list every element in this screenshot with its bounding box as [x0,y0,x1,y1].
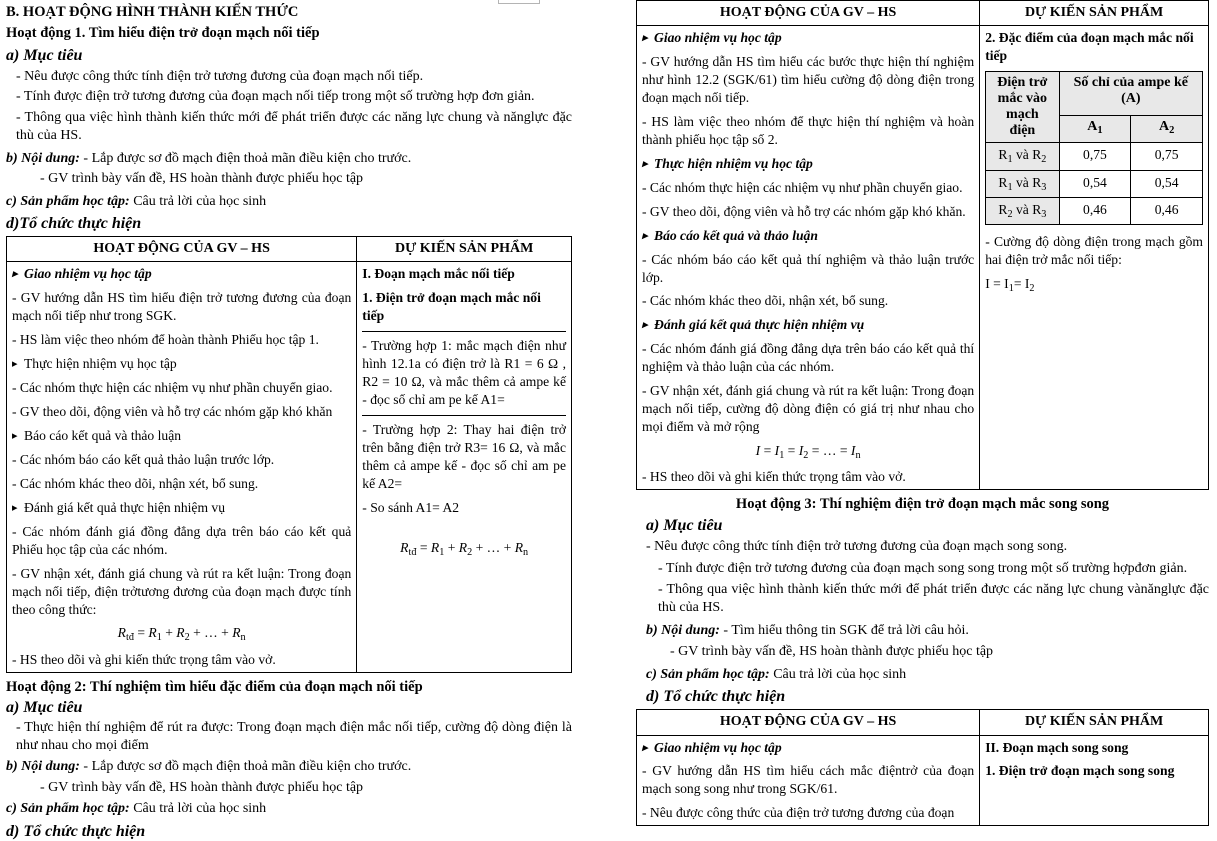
step-assign-task: ▸ Giao nhiệm vụ học tập [12,265,351,283]
step-report: ▸ Báo cáo kết quả và thảo luận [12,427,351,445]
product-note: - Cường độ dòng điện trong mạch gồm hai điện trở mắc nối tiếp: [985,233,1203,267]
activity-2-title: Hoạt động 2: Thí nghiệm tìm hiểu đặc điểm của đoạn mạch nối tiếp [6,678,423,695]
activity1-l11: - GV nhận xét, đánh giá chung và rút ra kết luận: Trong đoạn mạch nối tiếp, điện trởtương đương của đoạn mạch được tính theo công thức: [12,565,352,617]
activity1-l2: - HS làm việc theo nhóm để hoàn thành Phiếu học tập 1. [12,332,319,348]
activity1-objective-label: a) Mục tiêu [6,47,83,64]
activity2-content-text: - Lắp được sơ đồ mạch điện thoả mãn điều kiện cho trước. [83,759,412,775]
step-assign-task: ▸ Giao nhiệm vụ học tập [642,739,974,757]
activity3-col2-header: DỰ KIẾN SẢN PHẨM [980,710,1209,735]
activity2-table [636,0,1209,490]
activity3-gv-hs-cell [637,735,980,826]
activity3-organize-label: d) Tổ chức thực hiện [646,688,786,706]
data-row-2-a1: 0,54 [1059,170,1131,197]
activity2-product-label: c) Sản phẩm học tập: [6,801,130,817]
activity2-l1: - GV hướng dẫn HS tìm hiểu các bước thực hiện thí nghiệm như hình 12.2 (SGK/61) tìm hiểu cường độ dòng điện trong đoạn mạch nối tiếp. [642,54,975,105]
activity-1-title: Hoạt động 1. Tìm hiểu điện trở đoạn mạch nối tiếp [6,25,320,41]
activity3-product-text: Câu trả lời của học sinh [773,666,907,682]
activity3-product-label: c) Sản phẩm học tập: [646,666,770,682]
activity1-formula-right: $R_{tđ} = R_1 + R_2$ + … + $R_n$ [400,539,529,558]
product-title-1: I. Đoạn mạch mắc nối tiếp [362,266,515,282]
table-header-row [637,1,1209,26]
data-header-a1: $A_1$ [1059,115,1131,143]
data-row-label-1: $R_1$ và $R_2$ [986,143,1059,170]
data-row-label-3: $R_2$ và $R_3$ [986,197,1059,224]
activity2-formula-left: $I = I_1 = I_2$ = … = $I_n$ [755,443,861,461]
activity1-content-sub: - GV trình bày vấn đề, HS hoàn thành được phiếu học tập [40,171,364,187]
activity1-table [6,236,572,672]
right-column [636,0,1217,821]
activity1-col2-header: DỰ KIẾN SẢN PHẨM [357,237,572,262]
activity2-l10: - Các nhóm đánh giá đồng đẳng dựa trên báo cáo kết quả thí nghiệm và thảo luận của các nhóm. [642,341,975,375]
data-row [986,170,1203,197]
activity1-content-line [6,150,572,168]
product-case-2: - Trường hợp 2: Thay hai điện trở trên bằng điện trở R3= 16 Ω, và mắc thêm cả ampe kế - đọc số chỉ am pe kế A2= [362,422,566,491]
data-row-1-a1: 0,75 [1059,143,1131,170]
activity3-objective-label: a) Mục tiêu [646,517,723,535]
table-header-row [637,710,1209,735]
measurement-table [985,71,1203,225]
activity3-table [636,709,1209,826]
activity2-product-text: Câu trả lời của học sinh [133,801,267,817]
activity1-product-line [6,193,572,211]
activity2-product-cell [980,26,1209,490]
hdr-line1: Điện trở [997,75,1048,91]
step-evaluate: ▸ Đánh giá kết quả thực hiện nhiệm vụ [12,499,351,517]
activity1-content-label: b) Nội dung: [6,150,80,166]
activity2-content-line [6,758,572,776]
activity1-l7: - Các nhóm báo cáo kết quả thảo luận trước lớp. [12,451,275,467]
activity1-objective-2: - Tính được điện trở tương đương của đoạn mạch nối tiếp trong một số trường hợp đơn giản. [16,89,535,105]
table-row [7,262,572,672]
data-header-resistor [986,72,1059,143]
step-report: ▸ Báo cáo kết quả và thảo luận [642,227,974,245]
activity3-content-sub: - GV trình bày vấn đề, HS hoàn thành được phiếu học tập [670,644,994,660]
data-header-row [986,72,1203,116]
product-title-3-2: 1. Điện trở đoạn mạch song song [985,763,1175,779]
activity1-product-text: Câu trả lời của học sinh [133,193,267,209]
data-row [986,197,1203,224]
activity2-l2: - HS làm việc theo nhóm để thực hiện thí nghiệm và hoàn thành phiếu học tập số 2. [642,113,975,147]
activity1-content-text: - Lắp được sơ đồ mạch điện thoả mãn điều kiện cho trước. [83,150,412,166]
activity2-col1-header: HOẠT ĐỘNG CỦA GV – HS [637,1,980,26]
activity1-objective-3: - Thông qua việc hình thành kiến thức mới để phát triển được các năng lực chung và nănglực đặc thù của HS. [16,109,572,144]
activity3-product-cell [980,735,1209,826]
product-compare: - So sánh A1= A2 [362,499,460,515]
activity2-objective-text: - Thực hiện thí nghiệm để rút ra được: Trong đoạn mạch điện mắc nối tiếp, cường độ dòng điện là như nhau cho mọi điểm [16,719,572,753]
activity3-content-text: - Tìm hiểu thông tin SGK để trả lời câu hỏi. [723,622,969,638]
activity3-content-line [636,622,1209,640]
activity2-product-line [6,800,572,818]
activity1-l8: - Các nhóm khác theo dõi, nhận xét, bổ sung. [12,475,259,491]
activity2-l11: - GV nhận xét, đánh giá chung và rút ra kết luận: Trong đoạn mạch nối tiếp, cường độ dòng điện có giá trị như nhau cho mọi điểm và mở rộng [642,383,975,435]
activity1-organize-label: d)Tổ chức thực hiện [6,215,142,233]
step-perform-task: ▸ Thực hiện nhiệm vụ học tập [12,355,351,373]
activity2-content-sub: - GV trình bày vấn đề, HS hoàn thành được phiếu học tập [40,779,364,795]
activity2-l8: - Các nhóm khác theo dõi, nhận xét, bổ sung. [642,293,889,309]
activity2-col2-header: DỰ KIẾN SẢN PHẨM [980,1,1209,26]
table-row [637,735,1209,826]
activity2-l4: - Các nhóm thực hiện các nhiệm vụ như phần chuyển giao. [642,179,963,195]
data-row [986,143,1203,170]
activity1-col1-header: HOẠT ĐỘNG CỦA GV – HS [7,237,357,262]
product-case-1: - Trường hợp 1: mắc mạch điện như hình 12.1a có điện trở là R1 = 6 Ω , R2 = 10 Ω, và mắc thêm cả ampe kế - đọc số chỉ am pe kế A1= [362,338,566,408]
step-evaluate: ▸ Đánh giá kết quả thực hiện nhiệm vụ [642,316,974,334]
activity3-product-line [636,666,1209,684]
hdr-line2: mắc vào [997,91,1048,107]
activity2-gv-hs-cell [637,26,980,490]
data-row-1-a2: 0,75 [1131,143,1203,170]
activity1-l10: - Các nhóm đánh giá đồng đẳng dựa trên báo cáo kết quả Phiếu học tập của các nhóm. [12,523,352,557]
activity1-objective-1: - Nêu được công thức tính điện trở tương đương của đoạn mạch nối tiếp. [16,69,424,84]
activity1-l5: - GV theo dõi, động viên và hỗ trợ các nhóm gặp khó khăn [12,404,333,420]
table-header-row [7,237,572,262]
activity1-formula-left: $R_{tđ} = R_1 + R_2$ + … + $R_n$ [117,625,246,644]
activity-3-title: Hoạt động 3: Thí nghiệm điện trở đoạn mạch mắc song song [735,496,1110,513]
activity3-l1: - GV hướng dẫn HS tìm hiểu cách mắc điệntrở của đoạn mạch song song như trong SGK/61. [642,763,975,797]
activity3-objective-1: - Nêu được công thức tính điện trở tương đương của đoạn mạch song song. [646,539,1068,555]
activity3-objective-2: - Tính được điện trở tương đương của đoạn mạch song song trong một số trường hợpđơn giản. [658,560,1188,576]
product-formula: $I = I_1= I_2$ [985,275,1035,294]
product-title-3-1: II. Đoạn mạch song song [985,739,1129,755]
activity2-l5: - GV theo dõi, động viên và hỗ trợ các nhóm gặp khó khăn. [642,203,966,219]
activity1-l4: - Các nhóm thực hiện các nhiệm vụ như phần chuyển giao. [12,380,333,396]
activity2-organize-label: d) Tổ chức thực hiện [6,822,146,840]
left-column [0,0,580,840]
activity2-content-label: b) Nội dung: [6,759,80,775]
activity1-product-label: c) Sản phẩm học tập: [6,193,130,209]
step-assign-task: ▸ Giao nhiệm vụ học tập [642,29,974,47]
activity3-l2: - Nêu được công thức của điện trở tương đương của đoạn [642,805,955,821]
activity3-content-label: b) Nội dung: [646,622,720,638]
activity3-objective-3: - Thông qua việc hình thành kiến thức mới để phát triển được các năng lực chung vànănglực đặc thù của HS. [658,581,1209,616]
section-heading-b: B. HOẠT ĐỘNG HÌNH THÀNH KIẾN THỨC [6,4,299,20]
activity1-l1: - GV hướng dẫn HS tìm hiểu điện trở tương đương của đoạn mạch nối tiếp như trong SGK. [12,290,352,324]
activity1-gv-hs-cell [7,262,357,672]
activity2-l12: - HS theo dõi và ghi kiến thức trọng tâm vào vở. [642,469,906,485]
activity2-objective-label: a) Mục tiêu [6,698,83,716]
activity3-col1-header: HOẠT ĐỘNG CỦA GV – HS [637,710,980,735]
data-header-a2: $A_2$ [1131,115,1203,143]
page-gutter [585,0,633,817]
table-row [637,26,1209,490]
data-row-label-2: $R_1$ và $R_3$ [986,170,1059,197]
hdr-line3: mạch điện [1006,107,1039,139]
data-row-3-a2: 0,46 [1131,197,1203,224]
product-title-2-1: 2. Đặc điểm của đoạn mạch mắc nối tiếp [985,30,1194,64]
data-row-3-a1: 0,46 [1059,197,1131,224]
data-row-2-a2: 0,54 [1131,170,1203,197]
product-title-2: 1. Điện trở đoạn mạch mắc nối tiếp [362,290,541,324]
activity1-product-cell [357,262,572,672]
activity1-l12: - HS theo dõi và ghi kiến thức trọng tâm vào vở. [12,651,276,667]
activity2-l7: - Các nhóm báo cáo kết quả thí nghiệm và thảo luận trước lớp. [642,251,975,285]
data-header-ammeter: Số chỉ của ampe kế (A) [1059,72,1202,116]
step-perform-task: ▸ Thực hiện nhiệm vụ học tập [642,155,974,173]
